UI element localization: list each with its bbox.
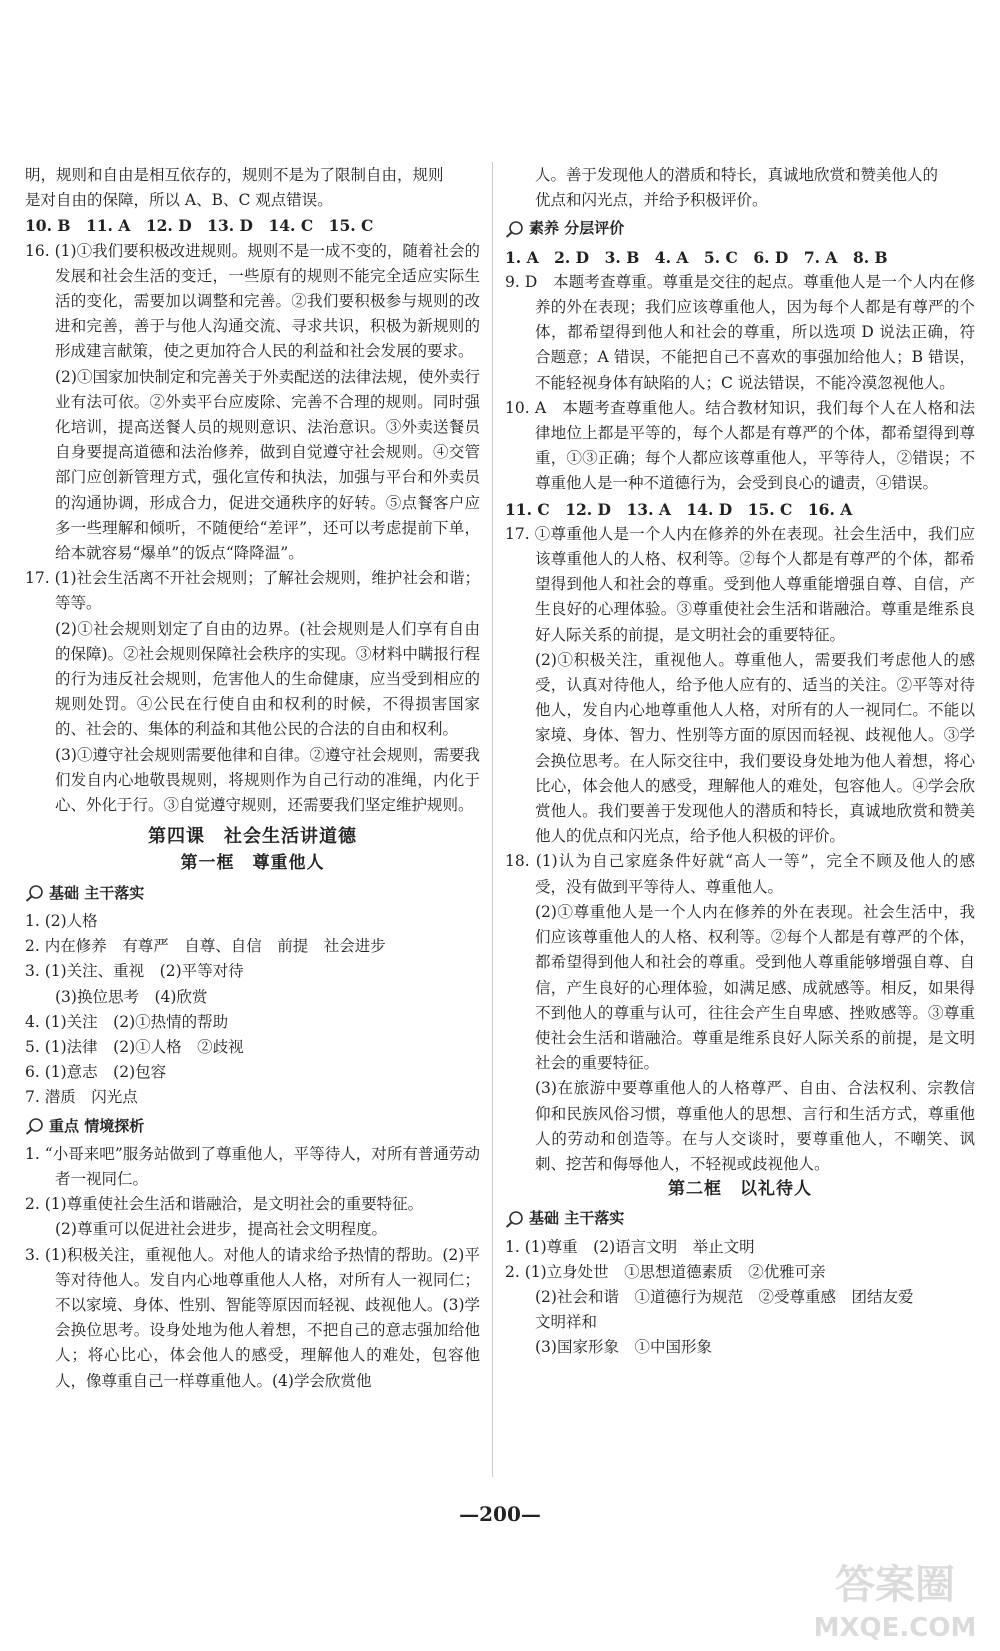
question-17-part-3: (3)①遵守社会规则需要他律和自律。②遵守社会规则，需要我们发自内心地敬畏规则，将规则作为自己行动的准绳，内化于心、外化于行。③自觉遵守规则，还需要我们坚定维护规则。 [55,745,480,815]
question-17-part-1: 17. ①尊重他人是一个人内在修养的外在表现。社会生活中，我们应该尊重他人的人格、权利等。②每个人都是有尊严的个体，都希望得到他人和社会的尊重。受到他人尊重能增强自尊、自信，产生良好的心理体验。③尊重使社会生活和谐融洽。尊重是维系良好人际关系的前提，是文明社会的重要特征。 [505,524,975,644]
column-divider [492,162,493,1477]
magnifier-icon [25,884,45,902]
right-continuation-line-1: 人。善于发现他人的潜质和特长，真诚地欣赏和赞美他人的 [535,166,939,184]
section-quality-label: 素养 分层评价 [529,219,625,238]
question-18-part-1: 18. (1)认为自己家庭条件好就“高人一等”，完全不顾及他人的感受，没有做到平等待人、尊重他人。 [505,852,975,896]
svg-text:MXQE.COM: MXQE.COM [813,1613,977,1643]
key-item-2: 2. (1)尊重使社会生活和谐融洽，是文明社会的重要特征。 [25,1195,424,1214]
watermark-logo [795,1548,995,1648]
section-key-label: 重点 情境探析 [49,1116,145,1135]
left-continuation-line-2: 是对自由的保障，所以 A、B、C 观点错误。 [25,191,333,210]
right-continuation-line-2: 优点和闪光点，并给予积极评价。 [535,191,768,210]
left-column [25,163,480,1394]
frame-title-2: 第二框 以礼待人 [668,1179,812,1200]
section-key-heading [25,1114,480,1139]
basic-line-5: 4. (1)关注 (2)①热情的帮助 [25,1012,229,1031]
question-18-part-2: (2)①尊重他人是一个人内在修养的外在表现。社会生活中，我们应该尊重他人的人格、权利等。②每个人都是有尊严的个体，都希望得到他人和社会的尊重。受到他人尊重能够增强自尊、自信，产生良好的心理体验，如满足感、成就感等。相反，如果得不到他人的尊重与认可，往往会产生自卑感、挫败感等。③尊重使社会生活和谐融洽。尊重是维系良好人际关系的前提，是文明社会的重要特征。 [535,902,975,1073]
question-9: 9. D 本题考查尊重。尊重是交往的起点。尊重他人是一个人内在修养的外在表现；我们应该尊重他人，因为每个人都是有尊严的个体，都希望得到他人和社会的尊重，所以选项 D 说法正确，符合题意；A 错误，不能把自己不喜欢的事强加给他人；B 错误，不能轻视身体有缺陷的人；C 说法错误，不能冷漠忽视他人。 [505,272,975,392]
basic2-line-5: (3)国家形象 ①中国形象 [535,1338,712,1357]
answers-10-15: 10. B 11. A 12. D 13. D 14. C 15. C [25,216,374,236]
right-column [505,163,975,1361]
question-16-part-1: 16. (1)①我们要积极改进规则。规则不是一成不变的，随着社会的发展和社会生活的变迁，一些原有的规则不能完全适应实际生活的变化，需要加以调整和完善。②我们要积极参与规则的改进和完善，善于与他人沟通交流、寻求共识，积极为新规则的形成建言献策，使之更加符合人民的利益和社会发展的要求。 [25,241,480,361]
magnifier-icon [505,220,525,238]
basic2-line-3: (2)社会和谐 ①道德行为规范 ②受尊重感 团结友爱 [535,1287,914,1306]
key-item-1: 1. “小哥来吧”服务站做到了尊重他人，平等待人，对所有普通劳动者一视同仁。 [25,1144,480,1188]
section-quality-heading [505,216,975,241]
page-number: —200— [459,1502,541,1526]
basic-line-8: 7. 潜质 闪光点 [25,1088,138,1107]
section-basic-heading-2 [505,1206,975,1231]
answers-11-16: 11. C 12. D 13. A 14. D 15. C 16. A [505,499,853,519]
key-item-3: 3. (1)积极关注，重视他人。对他人的请求给予热情的帮助。(2)平等对待他人。发自内心地尊重他人人格，对所有人一视同仁；不以家境、身体、性别、智能等原因而轻视、歧视他人。(3)学会换位思考。设身处地为他人着想，不把自己的意志强加给他人；将心比心，体会他人的感受，理解他人的难处，包容他人，像尊重自己一样尊重他人。(4)学会欣赏他 [25,1245,480,1390]
question-17-part-1: 17. (1)社会生活离不开社会规则；了解社会规则，维护社会和谐；等等。 [25,569,480,613]
lesson-title: 第四课 社会生活讲道德 [148,826,357,848]
answers-1-8: 1. A 2. D 3. B 4. A 5. C 6. D 7. A 8. B [505,247,888,267]
section-basic-label-2: 基础 主干落实 [529,1209,625,1228]
basic-line-2: 2. 内在修养 有尊严 自尊、自信 前提 社会进步 [25,937,386,956]
basic2-line-4: 文明祥和 [535,1313,598,1332]
basic-line-4: (3)换位思考 (4)欣赏 [55,987,208,1006]
magnifier-icon [505,1210,525,1228]
basic-line-1: 1. (2)人格 [25,911,98,930]
basic-line-3: 3. (1)关注、重视 (2)平等对待 [25,962,244,981]
basic-line-6: 5. (1)法律 (2)①人格 ②歧视 [25,1037,244,1056]
svg-text:答案圈: 答案圈 [835,1562,955,1608]
key-item-2b: (2)尊重可以促进社会进步，提高社会文明程度。 [55,1220,387,1239]
question-18-part-3: (3)在旅游中要尊重他人的人格尊严、自由、合法权利、宗教信仰和民族风俗习惯，尊重他人的思想、言行和生活方式，尊重他人的劳动和创造等。在与人交谈时，要尊重他人，不嘲笑、讽刺、挖苦和侮辱他人，不轻视或歧视他人。 [535,1079,975,1173]
left-continuation-line-1: 明，规则和自由是相互依存的，规则不是为了限制自由，规则 [25,166,444,184]
question-10: 10. A 本题考查尊重他人。结合教材知识，我们每个人在人格和法律地位上都是平等的，每个人都是有尊严的个体，都希望得到尊重，①③正确；每个人都应该尊重他人，平等待人，②错误；不尊重他人是一种不道德行为，会受到良心的谴责，④错误。 [505,398,975,493]
basic2-line-1: 1. (1)尊重 (2)语言文明 举止文明 [505,1237,755,1256]
basic-line-7: 6. (1)意志 (2)包容 [25,1063,167,1082]
basic2-line-2: 2. (1)立身处世 ①思想道德素质 ②优雅可亲 [505,1262,826,1281]
question-17-part-2: (2)①社会规则划定了自由的边界。(社会规则是人们享有自由的保障)。②社会规则保障社会秩序的实现。③材料中瞒报行程的行为违反社会规则，危害他人的生命健康，应当受到相应的规则处罚。④公民在行使自由和权利的时候，不得损害国家的、社会的、集体的利益和其他公民的合法的自由和权利。 [55,619,480,739]
section-basic-label: 基础 主干落实 [49,883,145,902]
question-16-part-2: (2)①国家加快制定和完善关于外卖配送的法律法规，使外卖行业有法可依。②外卖平台应废除、完善不合理的规则。同时强化培训，提高送餐人员的规则意识、法治意识。③外卖送餐员自身要提高道德和法治修养，做到自觉遵守社会规则。④交管部门应创新管理方式，强化宣传和执法，加强与平台和外卖员的沟通协调，形成合力，促进交通秩序的好转。⑤点餐客户应多一些理解和倾听，不随便给“差评”，还可以考虑提前下单，给本就容易“爆单”的饭点“降降温”。 [55,367,480,563]
frame-title-1: 第一框 尊重他人 [180,853,325,874]
magnifier-icon [25,1117,45,1135]
section-basic-heading [25,881,480,906]
question-17-part-2: (2)①积极关注，重视他人。尊重他人，需要我们考虑他人的感受，认真对待他人，给予他人应有的、适当的关注。②平等对待他人，发自内心地尊重他人人格，对所有的人一视同仁。不能以家境、身体、智力、性别等方面的原因而轻视、歧视他人。③学会换位思考。在人际交往中，我们要设身处地为他人着想，将心比心，体会他人的感受，理解他人的难处，包容他人。④学会欣赏他人。我们要善于发现他人的潜质和特长，真诚地欣赏和赞美他人的优点和闪光点，给予他人积极的评价。 [535,650,975,846]
